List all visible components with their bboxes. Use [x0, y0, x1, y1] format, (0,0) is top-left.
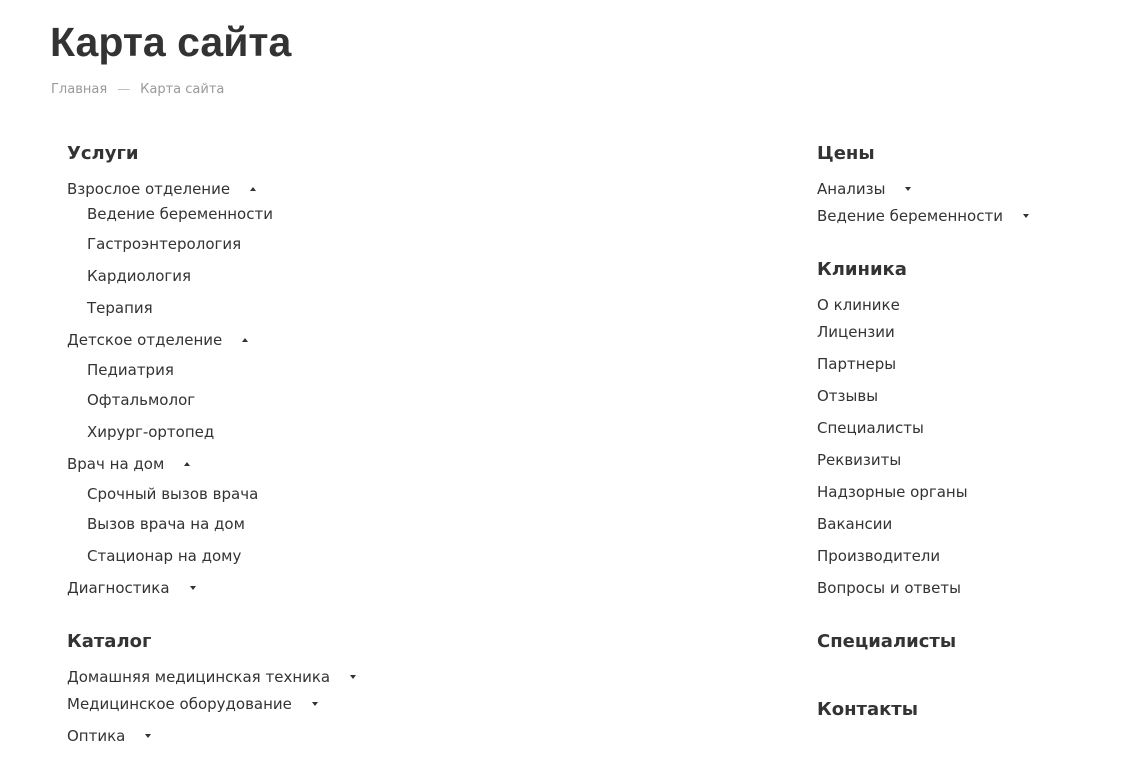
services-group-home-doctor[interactable]: [67, 448, 356, 480]
submenu-item[interactable]: Гастроэнтерология: [87, 235, 242, 253]
catalog-menu: [67, 666, 356, 752]
section-catalog-title[interactable]: Каталог: [67, 631, 152, 652]
menu-item-label: Оптика: [67, 727, 126, 745]
services-group-children[interactable]: [67, 324, 356, 356]
clinic-item[interactable]: Специалисты: [817, 419, 924, 437]
prices-menu: [817, 178, 1029, 232]
submenu-item[interactable]: Педиатрия: [87, 361, 174, 379]
clinic-item[interactable]: Вакансии: [817, 515, 893, 533]
section-prices-title[interactable]: Цены: [817, 143, 875, 164]
clinic-item[interactable]: Лицензии: [817, 323, 895, 341]
sitemap-right-column: [817, 140, 1029, 724]
menu-item-label: Ведение беременности: [817, 207, 1003, 225]
page-title: Карта сайта: [50, 19, 292, 65]
catalog-item[interactable]: [67, 688, 356, 720]
submenu-item[interactable]: Стационар на дому: [87, 547, 242, 565]
services-group-adult[interactable]: [67, 178, 356, 200]
menu-item-label: Врач на дом: [67, 455, 165, 473]
menu-item-label: Диагностика: [67, 579, 170, 597]
section-gap: [67, 604, 356, 628]
section-services-title[interactable]: Услуги: [67, 143, 139, 164]
submenu-item[interactable]: Кардиология: [87, 267, 192, 285]
breadcrumb-home-link[interactable]: Главная: [51, 82, 108, 97]
caret-down-icon[interactable]: [905, 187, 911, 191]
submenu-item[interactable]: Терапия: [87, 299, 153, 317]
menu-item-label: Детское отделение: [67, 331, 223, 349]
clinic-item[interactable]: О клинике: [817, 296, 900, 314]
breadcrumb-separator: —: [117, 82, 131, 97]
section-specialists-title[interactable]: Специалисты: [817, 631, 957, 652]
clinic-item[interactable]: Производители: [817, 547, 941, 565]
menu-item-label: Взрослое отделение: [67, 180, 231, 198]
services-group-diagnostics[interactable]: [67, 572, 356, 604]
caret-up-icon[interactable]: [242, 338, 248, 342]
prices-item[interactable]: [817, 178, 1029, 200]
clinic-item[interactable]: Отзывы: [817, 387, 879, 405]
sitemap-left-column: [67, 140, 356, 752]
breadcrumb: [51, 81, 224, 99]
submenu-item[interactable]: Офтальмолог: [87, 391, 196, 409]
caret-up-icon[interactable]: [184, 462, 190, 466]
clinic-item[interactable]: Партнеры: [817, 355, 897, 373]
services-menu: [67, 178, 356, 604]
prices-item[interactable]: [817, 200, 1029, 232]
section-gap: [817, 656, 1029, 696]
menu-item-label: Медицинское оборудование: [67, 695, 292, 713]
section-gap: [817, 232, 1029, 256]
catalog-item[interactable]: [67, 666, 356, 688]
clinic-menu: [817, 294, 1029, 604]
section-gap: [817, 604, 1029, 628]
caret-down-icon[interactable]: [312, 702, 318, 706]
section-clinic-title[interactable]: Клиника: [817, 259, 907, 280]
clinic-item[interactable]: Надзорные органы: [817, 483, 968, 501]
submenu-item[interactable]: Хирург-ортопед: [87, 423, 215, 441]
adult-submenu: [67, 200, 356, 324]
submenu-item[interactable]: Ведение беременности: [87, 205, 273, 223]
caret-down-icon[interactable]: [1023, 214, 1029, 218]
home-doctor-submenu: [67, 480, 356, 572]
children-submenu: [67, 356, 356, 448]
clinic-item[interactable]: Реквизиты: [817, 451, 902, 469]
clinic-item[interactable]: Вопросы и ответы: [817, 579, 961, 597]
catalog-item[interactable]: [67, 720, 356, 752]
caret-down-icon[interactable]: [145, 734, 151, 738]
submenu-item[interactable]: Срочный вызов врача: [87, 485, 259, 503]
caret-down-icon[interactable]: [190, 586, 196, 590]
caret-up-icon[interactable]: [250, 187, 256, 191]
menu-item-label: Анализы: [817, 180, 886, 198]
submenu-item[interactable]: Вызов врача на дом: [87, 515, 245, 533]
caret-down-icon[interactable]: [350, 675, 356, 679]
menu-item-label: Домашняя медицинская техника: [67, 668, 331, 686]
section-contacts-title[interactable]: Контакты: [817, 699, 919, 720]
breadcrumb-current: Карта сайта: [140, 82, 225, 97]
